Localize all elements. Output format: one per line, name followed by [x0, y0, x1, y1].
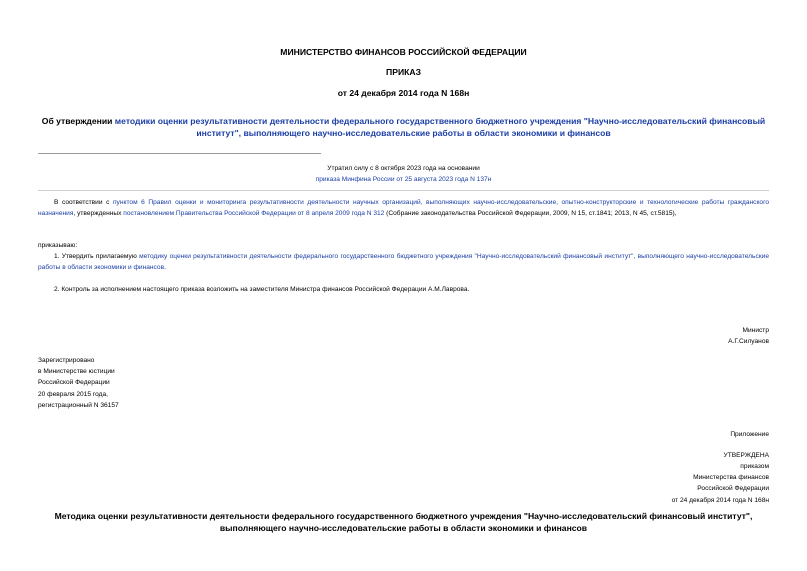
- appendix-approval-block: [560, 461, 769, 506]
- appendix-line: от 24 декабря 2014 года N 168н: [671, 496, 769, 504]
- title-divider: [38, 153, 321, 154]
- document-title: [40, 116, 767, 139]
- doc-type-heading: ПРИКАЗ: [386, 67, 421, 77]
- doc-date-number: от 24 декабря 2014 года N 168н: [337, 88, 470, 98]
- preamble-text-2: , утвержденных: [73, 210, 124, 218]
- preamble-text-1: В соответствии с: [54, 199, 113, 206]
- preamble-rules-link[interactable]: пунктом 6 Правил оценки и мониторинга результативности деятельности научных организаций, выполняющих научно-исследовательские, опытно-конструкторские и технологические работы гражданского назначения: [38, 199, 769, 218]
- signature-position: Министр: [742, 327, 769, 334]
- registration-line: в Министерстве юстиции: [38, 368, 115, 376]
- appendix-line: Российской Федерации: [697, 485, 769, 493]
- appendix-line: Министерства финансов: [693, 474, 769, 482]
- appendix-approved: УТВЕРЖДЕНА: [723, 452, 769, 459]
- methodology-title-line-1: Методика оценки результативности деятельности федерального государственного бюджетного учреждения "Научно-исследовательский финансовый институт",: [54, 511, 753, 521]
- item1-methodology-link[interactable]: методику оценки результативности деятельности федерального государственного бюджетного учреждения "Научно-исследовательский финансовый институт", выполняющего научно-исследовательские работы в области экономики и финансов: [38, 253, 769, 272]
- status-divider: [38, 190, 769, 191]
- order-item-1: [38, 251, 769, 273]
- order-word: приказываю:: [38, 242, 78, 249]
- registration-line: 20 февраля 2015 года,: [38, 390, 108, 398]
- appendix-line: приказом: [740, 463, 769, 470]
- item1-prefix: 1. Утвердить прилагаемую: [54, 253, 140, 260]
- preamble-text-3: (Собрание законодательства Российской Федерации, 2009, N 15, ст.1841; 2013, N 45, ст.5815),: [384, 210, 677, 218]
- preamble-resolution-link[interactable]: постановлением Правительства Российской Федерации от 8 апреля 2009 года N 312: [123, 210, 385, 218]
- methodology-title-line-2: выполняющего научно-исследовательские работы в области экономики и финансов: [219, 523, 588, 533]
- registration-block: [38, 355, 119, 411]
- title-methodology-link[interactable]: методики оценки результативности деятельности федерального государственного бюджетного учреждения "Научно-исследовательский финансовый институт", выполняющего научно-исследовательские работы в области экономики и финансов: [114, 116, 766, 138]
- status-repeal-link[interactable]: приказа Минфина России от 25 августа 2023 года N 137н: [315, 176, 492, 183]
- preamble-paragraph: [38, 197, 769, 219]
- ministry-heading: МИНИСТЕРСТВО ФИНАНСОВ РОССИЙСКОЙ ФЕДЕРАЦИИ: [280, 47, 527, 57]
- item1-suffix: .: [164, 264, 166, 272]
- appendix-label: Приложение: [730, 431, 769, 438]
- registration-line: Российской Федерации: [38, 379, 110, 387]
- registration-line: Зарегистрировано: [38, 357, 95, 364]
- title-prefix: Об утверждении: [41, 116, 115, 126]
- status-line: Утратил силу с 8 октября 2023 года на основании: [327, 165, 480, 172]
- signature-name: А.Г.Силуанов: [728, 338, 769, 345]
- registration-line: регистрационный N 36157: [38, 401, 119, 409]
- order-item-2: 2. Контроль за исполнением настоящего приказа возложить на заместителя Министра финансов Российской Федерации А.М.Лаврова.: [54, 286, 470, 293]
